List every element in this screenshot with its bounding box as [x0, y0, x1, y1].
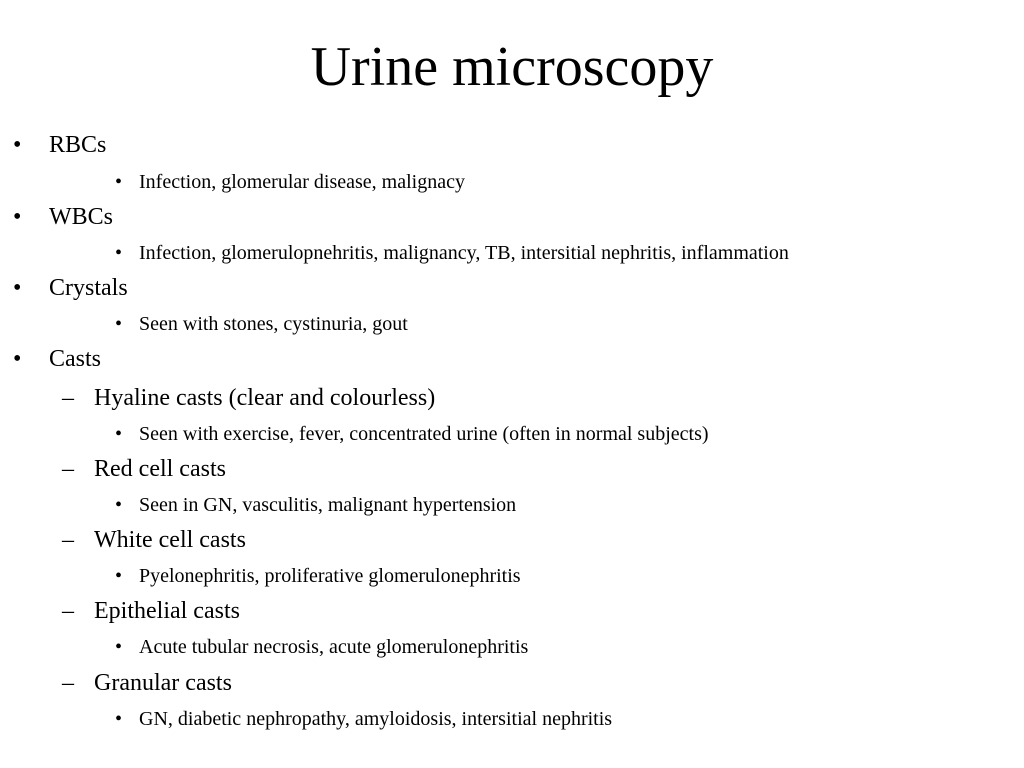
bullet-item-wbcs	[13, 203, 114, 231]
sub-bullet-item	[115, 635, 529, 659]
bullet-marker: •	[13, 132, 22, 158]
sub-bullet-text: GN, diabetic nephropathy, amyloidosis, intersitial nephritis	[139, 708, 613, 730]
bullet-item-rbcs	[13, 131, 107, 159]
bullet-text: WBCs	[49, 204, 114, 230]
dash-item-hyaline	[62, 384, 436, 412]
bullet-marker: •	[115, 171, 123, 193]
dash-text: Red cell casts	[94, 456, 226, 482]
bullet-marker: •	[115, 242, 123, 264]
slide-title: Urine microscopy	[310, 36, 714, 98]
dash-text: White cell casts	[94, 527, 246, 553]
sub-bullet-item	[115, 241, 789, 265]
bullet-marker: •	[115, 494, 123, 516]
sub-bullet-text: Seen with exercise, fever, concentrated urine (often in normal subjects)	[139, 423, 709, 445]
dash-marker: –	[62, 385, 74, 411]
dash-item-white-cell	[62, 526, 246, 554]
dash-text: Hyaline casts (clear and colourless)	[94, 385, 436, 411]
bullet-marker: •	[13, 346, 22, 372]
sub-bullet-text: Seen with stones, cystinuria, gout	[139, 313, 408, 335]
sub-bullet-item	[115, 170, 465, 194]
bullet-marker: •	[115, 423, 123, 445]
sub-bullet-item	[115, 564, 521, 588]
dash-item-epithelial	[62, 597, 240, 625]
sub-bullet-item	[115, 422, 709, 446]
sub-bullet-item	[115, 493, 517, 517]
sub-bullet-item	[115, 312, 408, 336]
dash-item-red-cell	[62, 455, 226, 483]
bullet-marker: •	[115, 636, 123, 658]
dash-marker: –	[62, 527, 74, 553]
bullet-marker: •	[115, 313, 123, 335]
bullet-item-casts	[13, 345, 102, 373]
bullet-item-crystals	[13, 274, 128, 302]
bullet-text: Crystals	[49, 275, 128, 301]
sub-bullet-text: Seen in GN, vasculitis, malignant hypertension	[139, 494, 517, 516]
dash-marker: –	[62, 598, 74, 624]
dash-text: Granular casts	[94, 670, 232, 696]
bullet-marker: •	[115, 708, 123, 730]
dash-marker: –	[62, 456, 74, 482]
dash-item-granular	[62, 669, 232, 697]
sub-bullet-item	[115, 707, 613, 731]
bullet-text: RBCs	[49, 132, 107, 158]
bullet-text: Casts	[49, 346, 102, 372]
sub-bullet-text: Pyelonephritis, proliferative glomerulonephritis	[139, 565, 521, 587]
bullet-marker: •	[13, 275, 22, 301]
sub-bullet-text: Acute tubular necrosis, acute glomerulonephritis	[139, 636, 529, 658]
sub-bullet-text: Infection, glomerular disease, malignacy	[139, 171, 465, 193]
bullet-marker: •	[13, 204, 22, 230]
dash-text: Epithelial casts	[94, 598, 240, 624]
sub-bullet-text: Infection, glomerulopnehritis, malignancy, TB, intersitial nephritis, inflammation	[139, 242, 789, 264]
dash-marker: –	[62, 670, 74, 696]
bullet-marker: •	[115, 565, 123, 587]
